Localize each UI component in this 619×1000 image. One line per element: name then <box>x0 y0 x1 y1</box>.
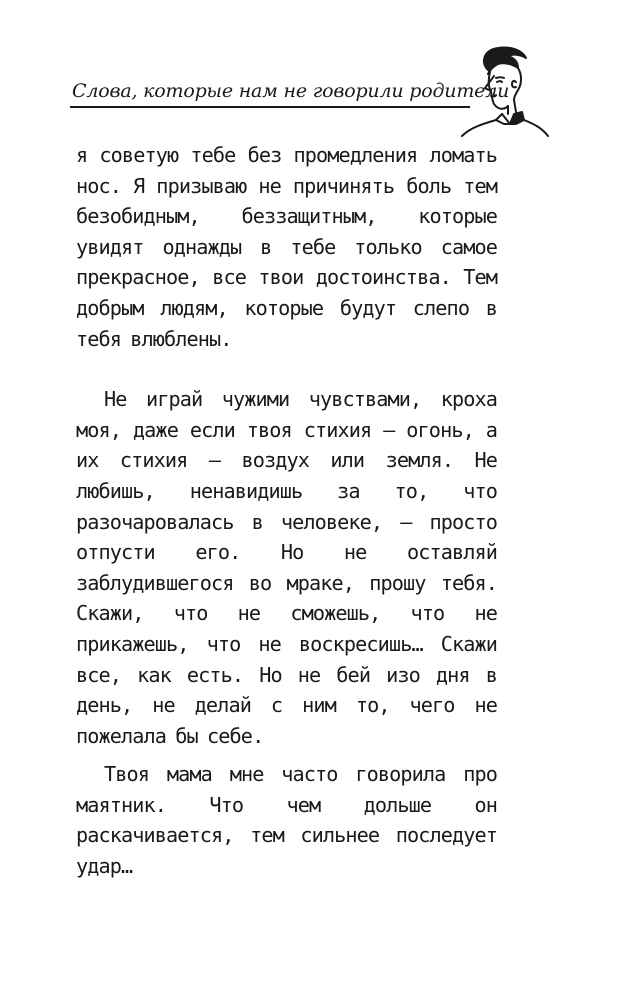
header-rule <box>70 106 470 108</box>
running-header <box>0 0 619 140</box>
running-head-title: Слова, которые нам не говорили родители <box>72 80 510 102</box>
paragraph: Не играй чужими чувствами, кроха моя, даже если твоя стихия — огонь, а их стихия — воздух или земля. Не любишь, ненавидишь за то, что разочаровалась в человеке, — просто отпусти его. Но не оставляй заблудившегося во мраке, прошу тебя. Скажи, что не сможешь, что не прикажешь, что не воскресишь… Скажи все, как есть. Но не бей изо дня в день, не делай с ним то, чего не пожелала бы себе. <box>76 387 497 748</box>
paragraph: Твоя мама мне часто говорила про маятник. Что чем дольше он раскачивается, тем сильнее последует удар… <box>76 762 497 879</box>
man-portrait-icon <box>458 40 550 140</box>
page-body-text <box>76 140 497 882</box>
paragraph: я советую тебе без промедления ломать нос. Я призываю не причинять боль тем безобидным, беззащитным, которые увидят однажды в тебе только самое прекрасное, все твои достоинства. Тем добрым людям, которые будут слепо в тебя влюблены. <box>76 143 497 351</box>
